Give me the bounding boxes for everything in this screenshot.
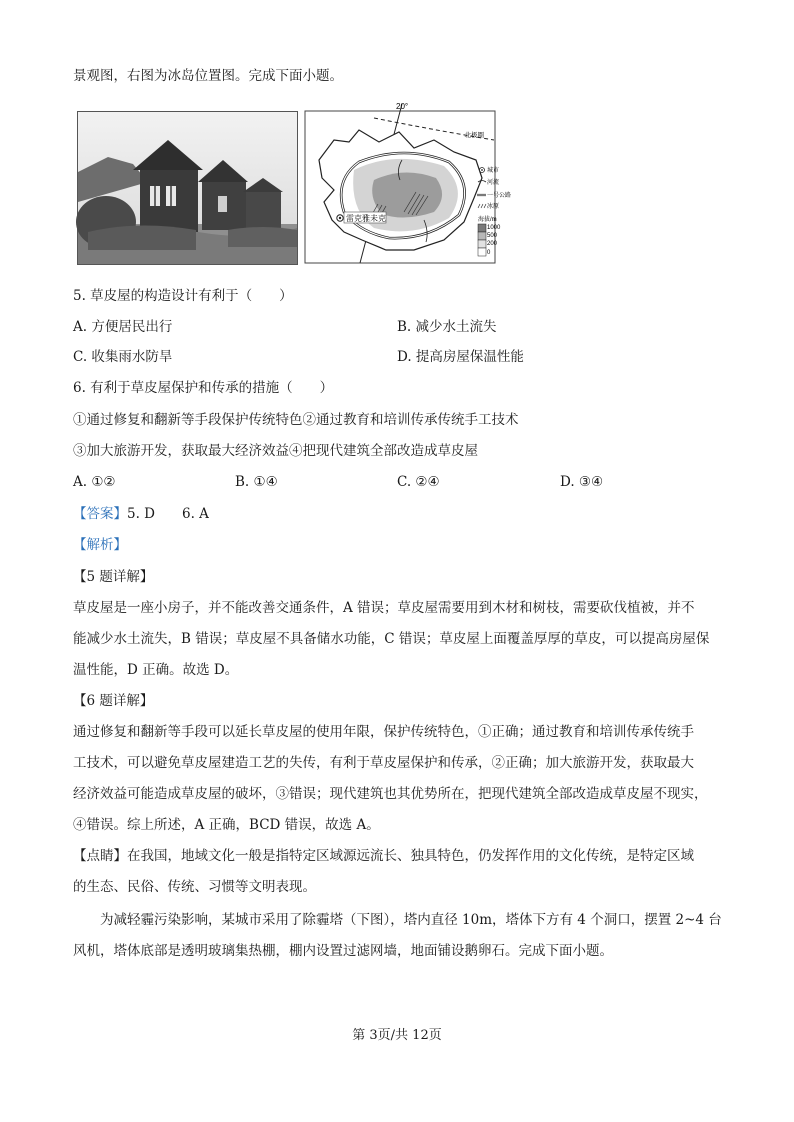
- q6-option-a: A. ①②: [73, 474, 116, 490]
- intro-text: 景观图，右图为冰岛位置图。完成下面小题。: [73, 68, 343, 84]
- arctic-circle-label: 北极圈: [464, 132, 484, 139]
- legend-swatch-0: [478, 248, 486, 256]
- legend-level-0: 0: [487, 250, 491, 256]
- legend-road-label: 一号公路: [487, 193, 512, 199]
- legend-level-500: 500: [487, 233, 498, 239]
- tip-text1: 在我国，地域文化一般是指特定区域源远流长、独具特色，仍发挥作用的文化传统，是特定区域: [127, 848, 694, 864]
- q6-statements-1: ①通过修复和翻新等手段保护传统特色②通过教育和培训传承传统手工技术: [73, 412, 519, 428]
- iceland-map-svg: [304, 100, 512, 264]
- longitude-label: 20°: [396, 102, 409, 111]
- answer-line: [73, 504, 209, 524]
- legend-swatch-500: [478, 232, 486, 240]
- legend-glacier-label: 冰原: [487, 204, 500, 210]
- q5-option-a: A. 方便居民出行: [73, 319, 173, 335]
- q5-option-c: C. 收集雨水防旱: [73, 349, 173, 365]
- q6-statements-2: ③加大旅游开发，获取最大经济效益④把现代建筑全部改造成草皮屋: [73, 443, 478, 459]
- q5-option-b: B. 减少水土流失: [397, 319, 497, 335]
- detail6-line3: 经济效益可能造成草皮屋的破坏，③错误；现代建筑也其优势所在，把现代建筑全部改造成草皮屋不现实，: [73, 786, 708, 802]
- detail6-line2: 工技术，可以避免草皮屋建造工艺的失传，有利于草皮屋保护和传承，②正确；加大旅游开发，获取最大: [73, 755, 694, 771]
- q6-option-b: B. ①④: [235, 474, 278, 490]
- q6-option-c: C. ②④: [397, 474, 440, 490]
- tip-tag: 【点睛】: [73, 848, 127, 864]
- legend-city-label: 城市: [487, 168, 500, 174]
- turf-house-photo: [77, 111, 298, 265]
- legend-elevation-title: 海拔/m: [478, 217, 497, 223]
- analysis-tag: 【解析】: [73, 537, 127, 553]
- next-intro-line1: 为减轻霾污染影响，某城市采用了除霾塔（下图），塔内直径 10m，塔体下方有 4 个洞口，摆置 2~4 台: [73, 912, 722, 928]
- city-label: 雷克雅未克: [346, 214, 386, 223]
- detail5-heading: 【5 题详解】: [73, 569, 154, 585]
- answer-tag: 【答案】: [73, 506, 127, 522]
- turf-house-illustration: [78, 112, 297, 264]
- q6-stem: 6. 有利于草皮屋保护和传承的措施（ ）: [73, 380, 334, 396]
- detail6-line4: ④错误。综上所述，A 正确，BCD 错误，故选 A。: [73, 817, 380, 833]
- tip-line1: [73, 846, 694, 866]
- legend-swatch-1000: [478, 224, 486, 232]
- q6-option-d: D. ③④: [560, 474, 604, 490]
- detail5-line3: 温性能，D 正确。故选 D。: [73, 662, 239, 678]
- detail6-line1: 通过修复和翻新等手段可以延长草皮屋的使用年限，保护传统特色，①正确；通过教育和培训传承传统手: [73, 724, 694, 740]
- detail5-line1: 草皮屋是一座小房子，并不能改善交通条件，A 错误；草皮屋需要用到木材和树枝，需要砍伐植被，并不: [73, 600, 695, 616]
- iceland-location-map: [304, 100, 512, 264]
- elevation-1000-zone: [372, 172, 442, 217]
- answer-text: 5. D 6. A: [127, 506, 209, 522]
- legend-river-label: 河流: [487, 180, 500, 186]
- detail6-heading: 【6 题详解】: [73, 693, 154, 709]
- q5-option-d: D. 提高房屋保温性能: [397, 349, 524, 365]
- legend-level-200: 200: [487, 241, 498, 247]
- page-footer: 第 3页/共 12页: [352, 1028, 442, 1043]
- tip-line2: 的生态、民俗、传统、习惯等文明表现。: [73, 879, 316, 895]
- legend-level-1000: 1000: [487, 225, 501, 231]
- detail5-line2: 能减少水土流失，B 错误；草皮屋不具备储水功能，C 错误；草皮屋上面覆盖厚厚的草皮，可以提高房屋保: [73, 631, 710, 647]
- next-intro-line2: 风机，塔体底部是透明玻璃集热棚，棚内设置过滤网墙，地面铺设鹅卵石。完成下面小题。: [73, 943, 613, 959]
- q5-stem: 5. 草皮屋的构造设计有利于（ ）: [73, 288, 293, 304]
- legend-swatch-200: [478, 240, 486, 248]
